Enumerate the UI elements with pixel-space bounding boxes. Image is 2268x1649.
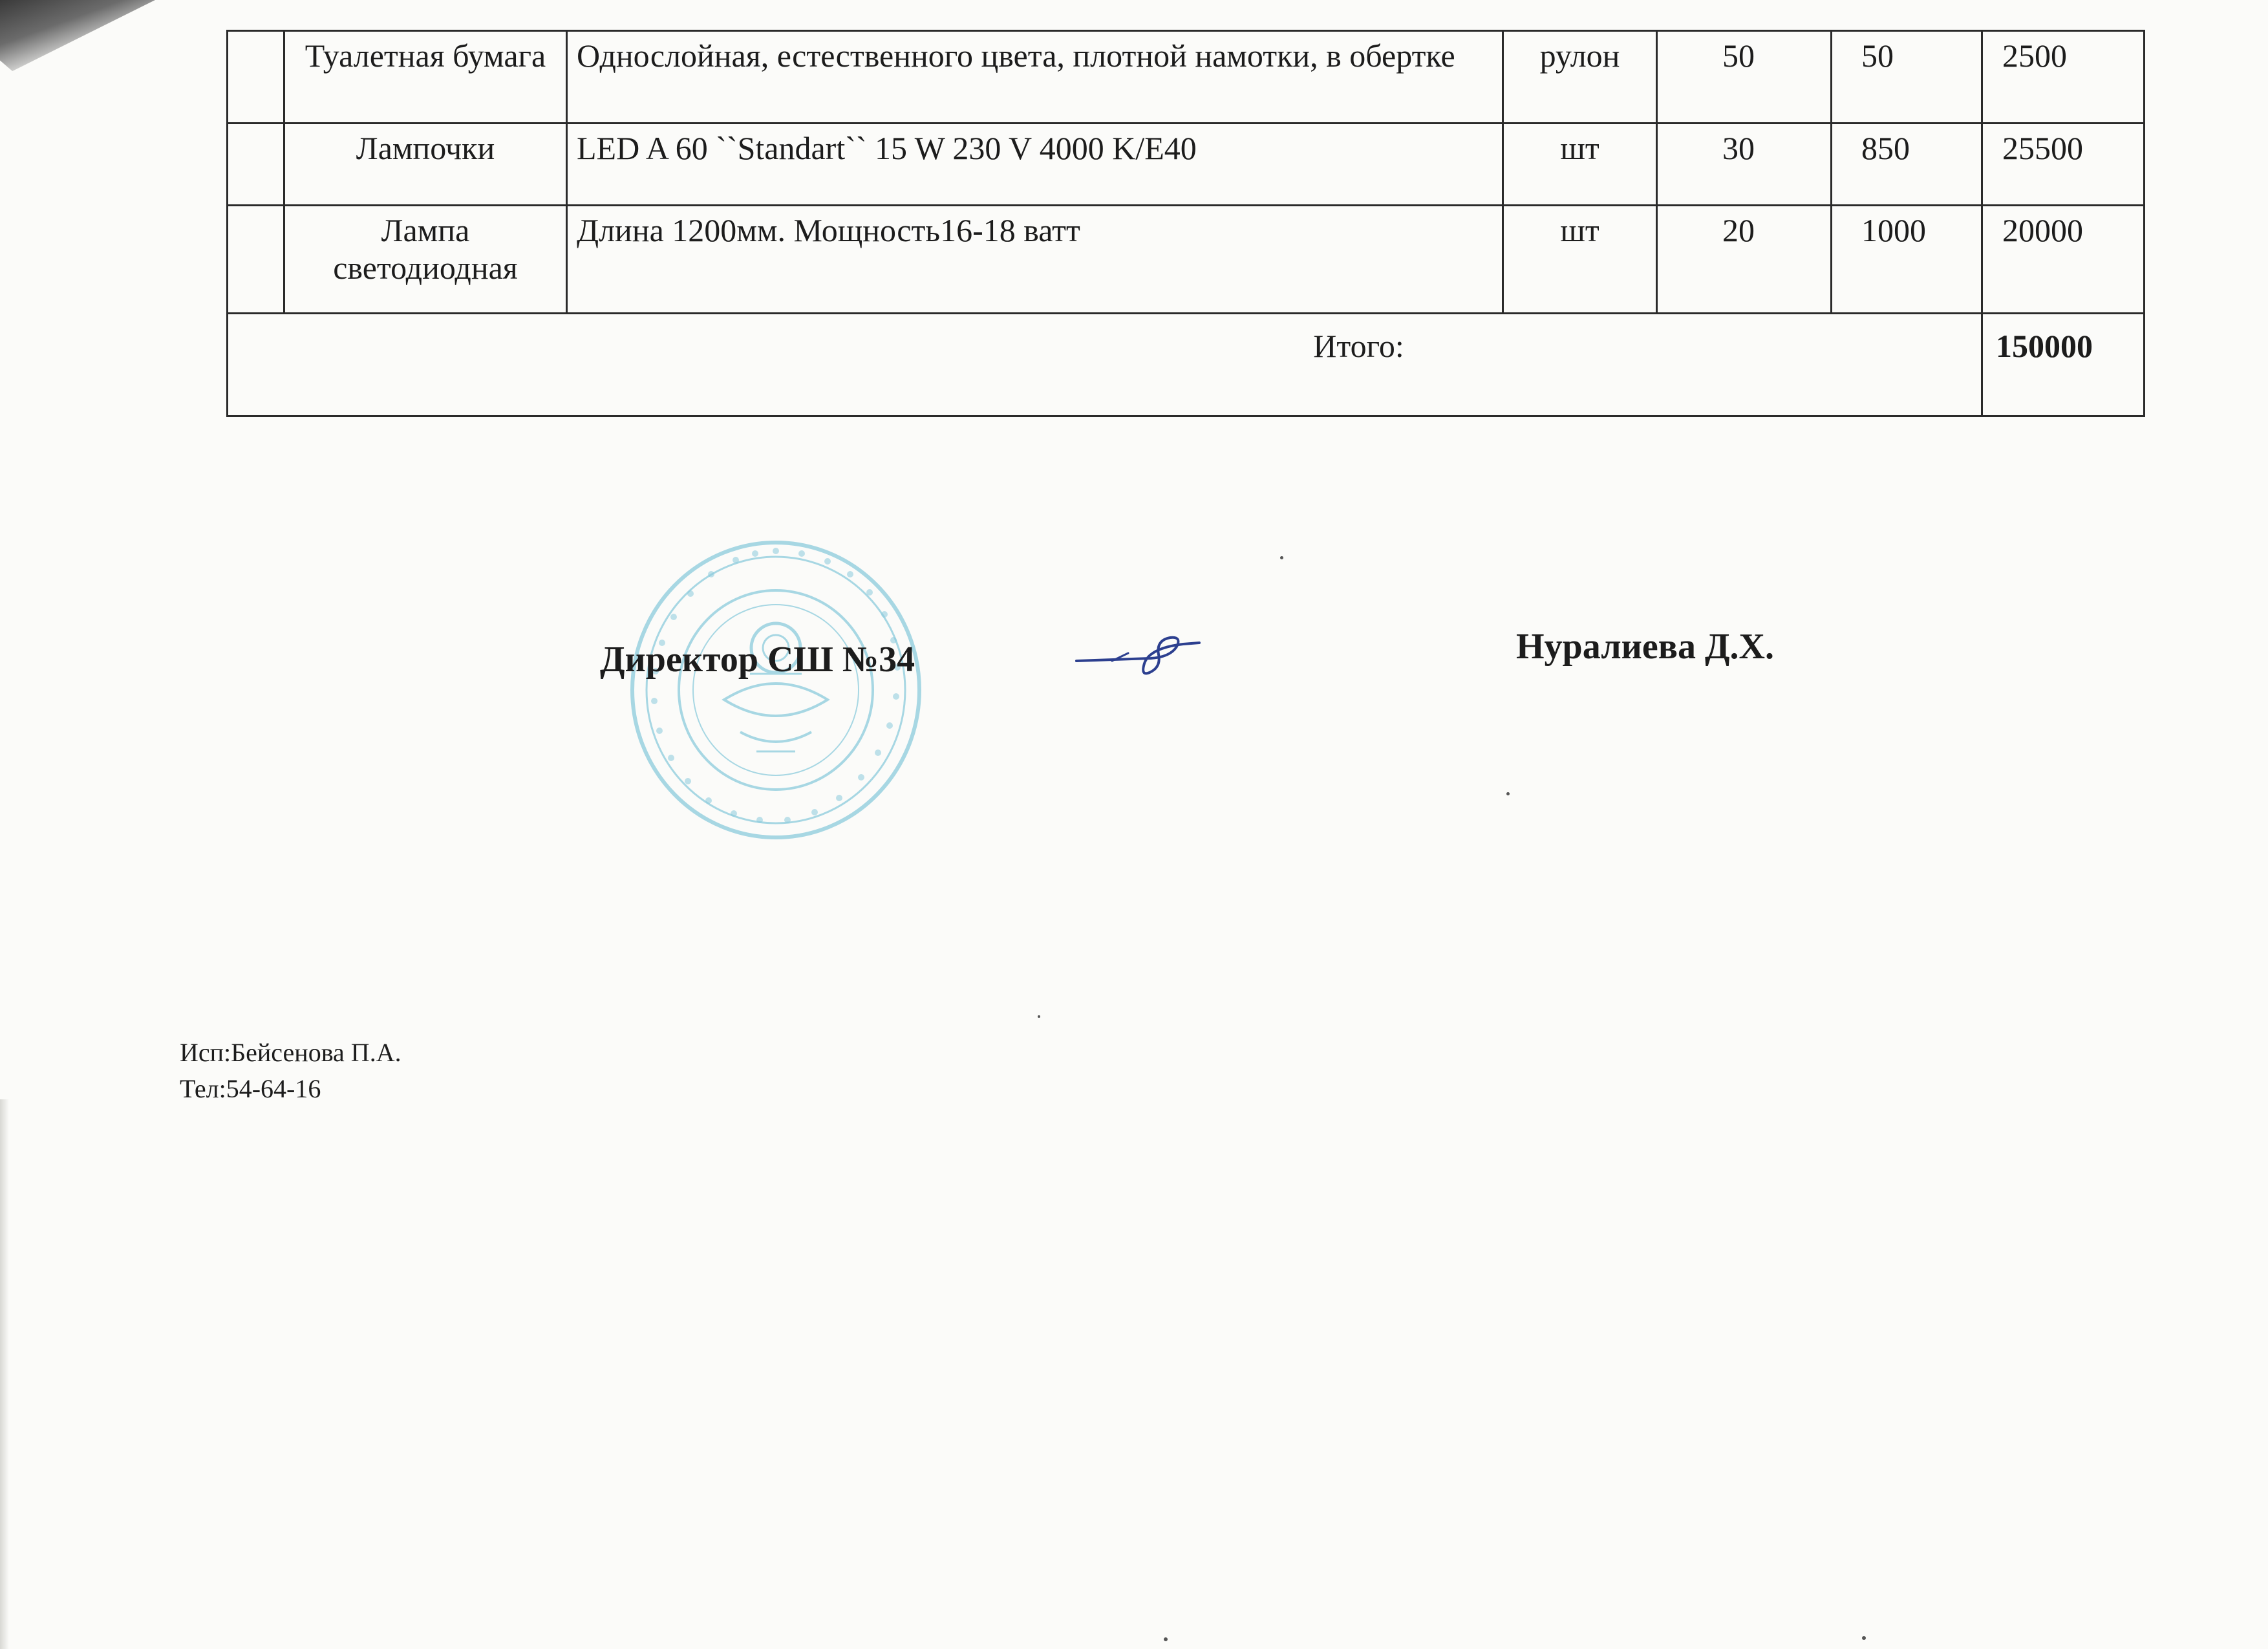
director-title: Директор СШ №34 xyxy=(600,640,915,680)
row-number-cell xyxy=(228,31,284,124)
item-unit-cell: шт xyxy=(1503,124,1657,206)
item-price-cell: 50 xyxy=(1832,31,1982,124)
scan-speck xyxy=(1506,792,1510,795)
item-qty-cell: 30 xyxy=(1657,124,1832,206)
footer-contacts xyxy=(180,1035,401,1107)
item-unit-cell: шт xyxy=(1503,206,1657,314)
row-number-cell xyxy=(228,124,284,206)
item-total-cell: 25500 xyxy=(1982,124,2145,206)
item-qty-cell: 20 xyxy=(1657,206,1832,314)
item-price-cell: 850 xyxy=(1832,124,1982,206)
official-stamp-icon xyxy=(627,538,925,842)
table-row xyxy=(228,124,2145,206)
row-number-cell xyxy=(228,206,284,314)
scan-corner-shadow xyxy=(0,0,155,71)
item-total-cell: 20000 xyxy=(1982,206,2145,314)
items-table-container xyxy=(226,30,2143,417)
items-table xyxy=(226,30,2145,417)
table-row xyxy=(228,206,2145,314)
item-unit-cell: рулон xyxy=(1503,31,1657,124)
item-qty-cell: 50 xyxy=(1657,31,1832,124)
item-description-cell: LED A 60 ``Standart`` 15 W 230 V 4000 K/E40 xyxy=(567,124,1503,206)
executor-label: Исп:Бейсенова П.А. xyxy=(180,1038,401,1067)
item-name-cell: Туалетная бумага xyxy=(284,31,567,124)
item-name-cell: Лампа светодиодная xyxy=(284,206,567,314)
total-label: Итого: xyxy=(228,314,1982,416)
item-name-cell: Лампочки xyxy=(284,124,567,206)
item-total-cell: 2500 xyxy=(1982,31,2145,124)
director-name: Нуралиева Д.Х. xyxy=(1516,627,1774,667)
item-description-cell: Длина 1200мм. Мощность16-18 ватт xyxy=(567,206,1503,314)
scan-speck xyxy=(1862,1636,1866,1640)
scan-speck xyxy=(1038,1015,1040,1018)
scan-speck xyxy=(1164,1637,1168,1641)
phone-label: Тел:54-64-16 xyxy=(180,1074,321,1103)
table-row xyxy=(228,31,2145,124)
item-description-cell: Однослойная, естественного цвета, плотной намотки, в обертке xyxy=(567,31,1503,124)
scan-speck xyxy=(1280,556,1283,559)
scan-edge-shade xyxy=(0,1099,9,1649)
total-value: 150000 xyxy=(1982,314,2145,416)
total-row xyxy=(228,314,2145,416)
item-price-cell: 1000 xyxy=(1832,206,1982,314)
signature-icon xyxy=(1073,621,1203,679)
